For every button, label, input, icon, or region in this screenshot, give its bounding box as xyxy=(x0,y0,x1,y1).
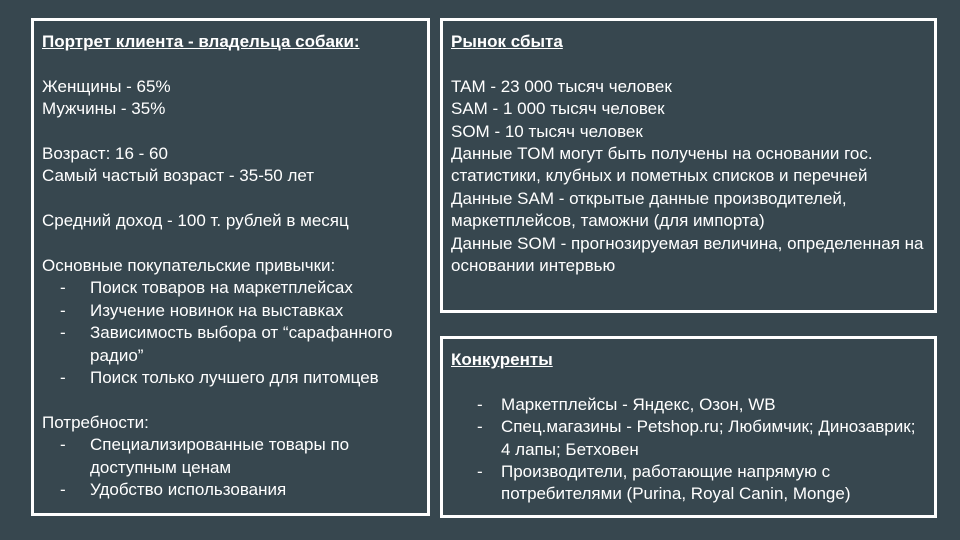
client-portrait-heading: Портрет клиента - владельца собаки: xyxy=(42,32,360,51)
women-share: Женщины - 65% xyxy=(42,76,171,96)
market-card xyxy=(440,18,937,313)
list-item: - Производители, работающие напрямую с потребителями (Purina, Royal Canin, Monge) xyxy=(451,461,926,506)
needs-title: Потребности: xyxy=(42,412,149,432)
sam-line: SAM - 1 000 тысяч человек xyxy=(451,99,665,119)
list-item: - Спец.магазины - Petshop.ru; Любимчик; Динозаврик; 4 лапы; Бетховен xyxy=(451,416,926,461)
tam-line: TAM - 23 000 тысяч человек xyxy=(451,76,672,96)
habits-title: Основные покупательские привычки: xyxy=(42,256,336,275)
competitors-heading: Конкуренты xyxy=(451,350,553,369)
list-item: - Маркетплейсы - Яндекс, Озон, WB xyxy=(451,394,926,416)
common-age: Самый частый возраст - 35-50 лет xyxy=(42,166,315,186)
client-portrait-card xyxy=(31,18,430,516)
sam-data-line: Данные SAM - открытые данные производителей, маркетплейсов, таможни (для импорта) xyxy=(451,188,847,231)
list-item: - Изучение новинок на выставках xyxy=(42,300,419,322)
list-item: - Специализированные товары по доступным ценам xyxy=(42,434,419,479)
average-income: Средний доход - 100 т. рублей в месяц xyxy=(42,211,349,231)
list-item: - Поиск только лучшего для питомцев xyxy=(42,367,419,389)
needs-list xyxy=(42,434,419,501)
competitors-list xyxy=(451,394,926,506)
list-item: - Удобство использования xyxy=(42,479,419,501)
list-item: - Поиск товаров на маркетплейсах xyxy=(42,277,419,299)
list-item: - Зависимость выбора от “сарафанного радио” xyxy=(42,322,419,367)
som-line: SOM - 10 тысяч человек xyxy=(451,121,643,141)
competitors-card xyxy=(440,336,937,518)
age-range: Возраст: 16 - 60 xyxy=(42,144,168,163)
habits-list xyxy=(42,277,419,389)
men-share: Мужчины - 35% xyxy=(42,99,166,119)
som-data-line: Данные SOM - прогнозируемая величина, определенная на основании интервью xyxy=(451,233,924,276)
tom-data-line: Данные TOM могут быть получены на основании гос. статистики, клубных и пометных списков и перечней xyxy=(451,144,873,186)
market-heading: Рынок сбыта xyxy=(451,32,563,51)
